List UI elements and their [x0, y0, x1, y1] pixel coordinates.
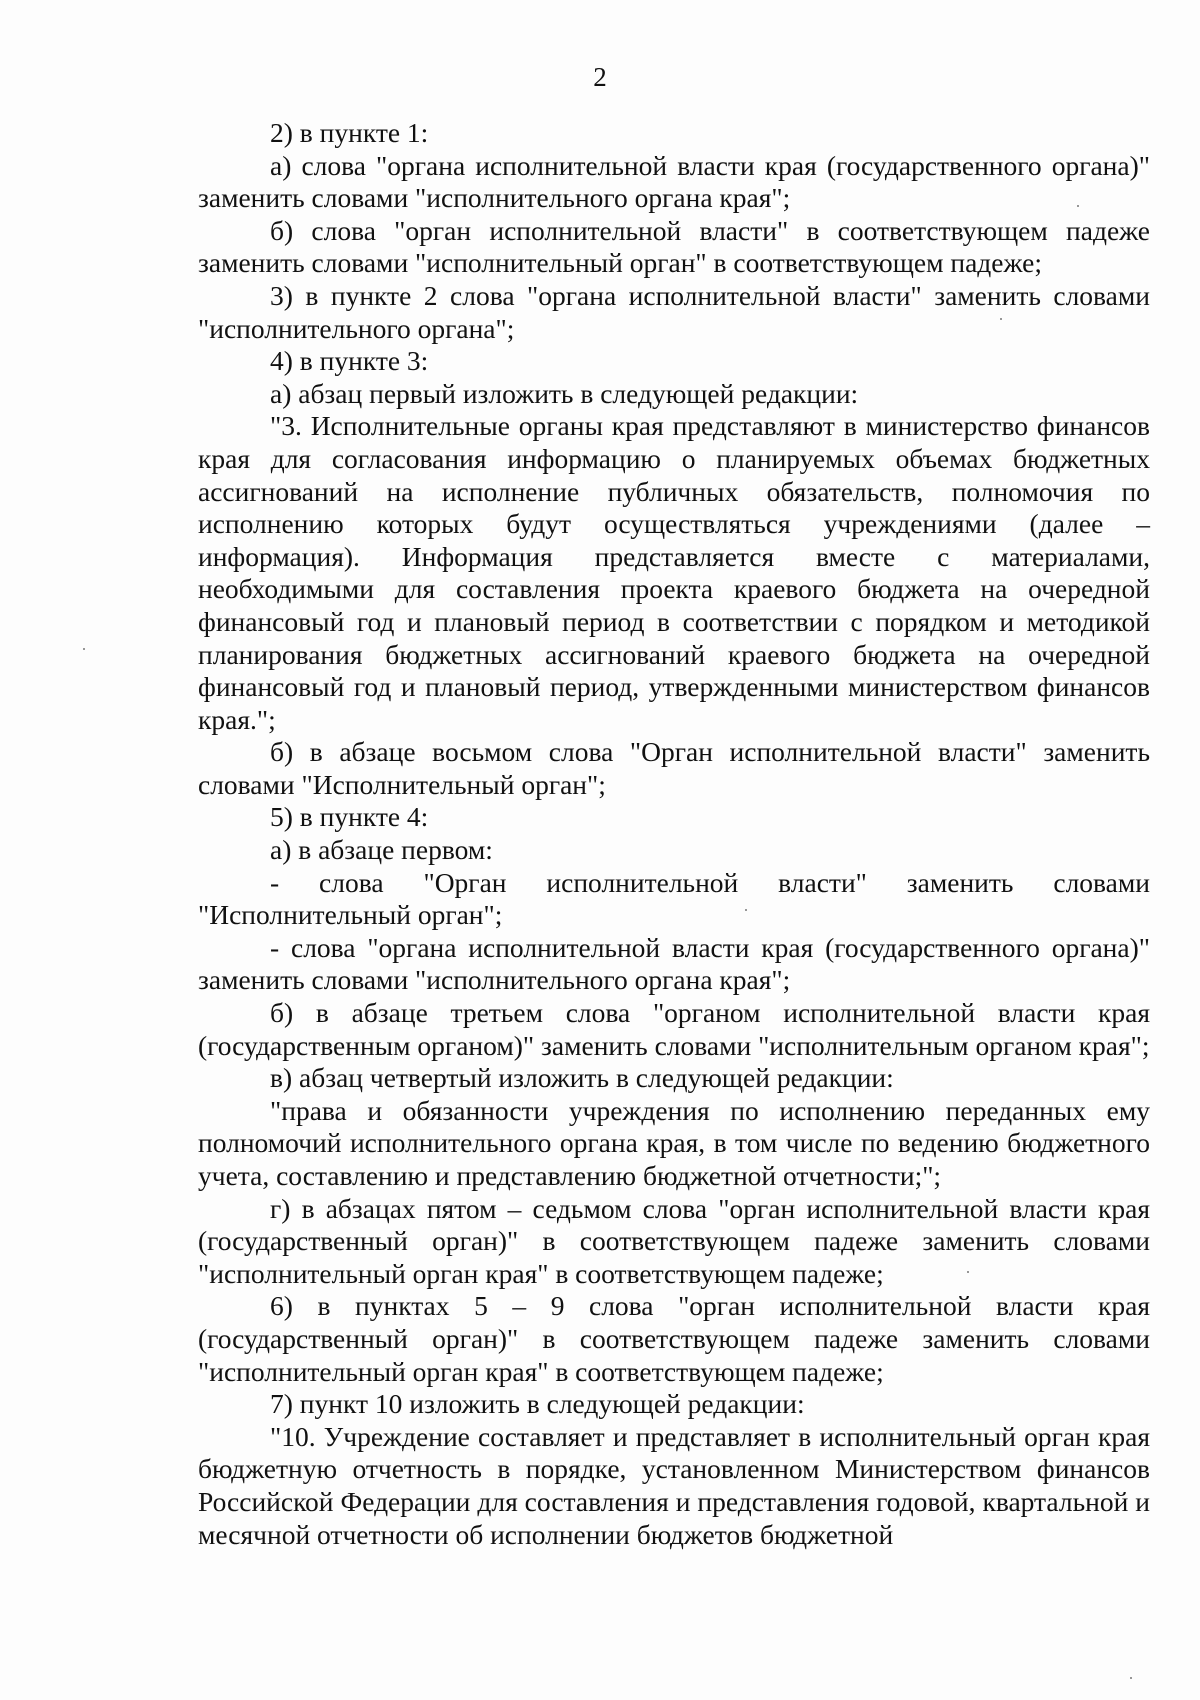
paragraph: - слова "Орган исполнительной власти" заменить словами "Исполнительный орган";	[198, 866, 1150, 931]
paragraph: в) абзац четвертый изложить в следующей редакции:	[270, 1062, 894, 1094]
paragraph: б) слова "орган исполнительной власти" в соответствующем падеже заменить словами "исполнительный орган" в соответствующем падеже;	[198, 214, 1150, 279]
paragraph: б) в абзаце восьмом слова "Орган исполнительной власти" заменить словами "Исполнительный орган";	[198, 736, 1150, 800]
scan-speck	[1000, 318, 1002, 320]
paragraph: 6) в пунктах 5 – 9 слова "орган исполнительной власти края (государственный орган)" в соответствующем падеже заменить словами "исполнительный орган края" в соответствующем падеже;	[198, 1290, 1150, 1387]
scan-speck	[1130, 1677, 1132, 1679]
paragraph: б) в абзаце третьем слова "органом исполнительной власти края (государственным органом)" заменить словами "исполнительным органом края";	[198, 997, 1150, 1061]
paragraph: "права и обязанности учреждения по исполнению переданных ему полномочий исполнительного органа края, в том числе по ведению бюджетного учета, составлению и представлению бюджетной отчетности;";	[198, 1094, 1150, 1191]
paragraph: 4) в пункте 3:	[270, 345, 429, 377]
scan-speck	[83, 648, 85, 650]
paragraph: а) слова "органа исполнительной власти края (государственного органа)" заменить словами "исполнительного органа края";	[198, 149, 1150, 214]
paragraph: "10. Учреждение составляет и представляет в исполнительный орган края бюджетную отчетность в порядке, установленном Министерством финансов Российской Федерации для составления и представления годовой, квартальной и месячной отчетности об исполнении бюджетов бюджетной	[198, 1420, 1150, 1550]
page-number: 2	[593, 62, 607, 92]
paragraph: 2) в пункте 1:	[270, 117, 429, 148]
paragraph: 3) в пункте 2 слова "органа исполнительной власти" заменить словами "исполнительного органа";	[198, 279, 1150, 344]
document-body	[198, 117, 1150, 1551]
paragraph: 5) в пункте 4:	[270, 801, 429, 833]
paragraph: г) в абзацах пятом – седьмом слова "орган исполнительной власти края (государственный орган)" в соответствующем падеже заменить словами "исполнительный орган края" в соответствующем падеже;	[198, 1192, 1150, 1289]
paragraph: а) абзац первый изложить в следующей редакции:	[270, 377, 859, 409]
paragraph: - слова "органа исполнительной власти края (государственного органа)" заменить словами "исполнительного органа края";	[198, 931, 1150, 996]
paragraph: 7) пункт 10 изложить в следующей редакции:	[270, 1388, 805, 1420]
scan-speck	[1077, 205, 1079, 207]
paragraph: "3. Исполнительные органы края представляют в министерство финансов края для согласования информацию о планируемых объемах бюджетных ассигнований на исполнение публичных обязательств, полномочия по исполнению которых будут осуществляться учреждениями (далее – информация). Информация представляется вместе с материалами, необходимыми для составления проекта краевого бюджета на очередной финансовый год и плановый период в соответствии с порядком и методикой планирования бюджетных ассигнований краевого бюджета на очередной финансовый год и плановый период, утвержденными министерством финансов края.";	[198, 410, 1150, 735]
scan-speck	[745, 909, 747, 911]
paragraph: а) в абзаце первом:	[270, 834, 493, 866]
scan-speck	[967, 1271, 969, 1273]
